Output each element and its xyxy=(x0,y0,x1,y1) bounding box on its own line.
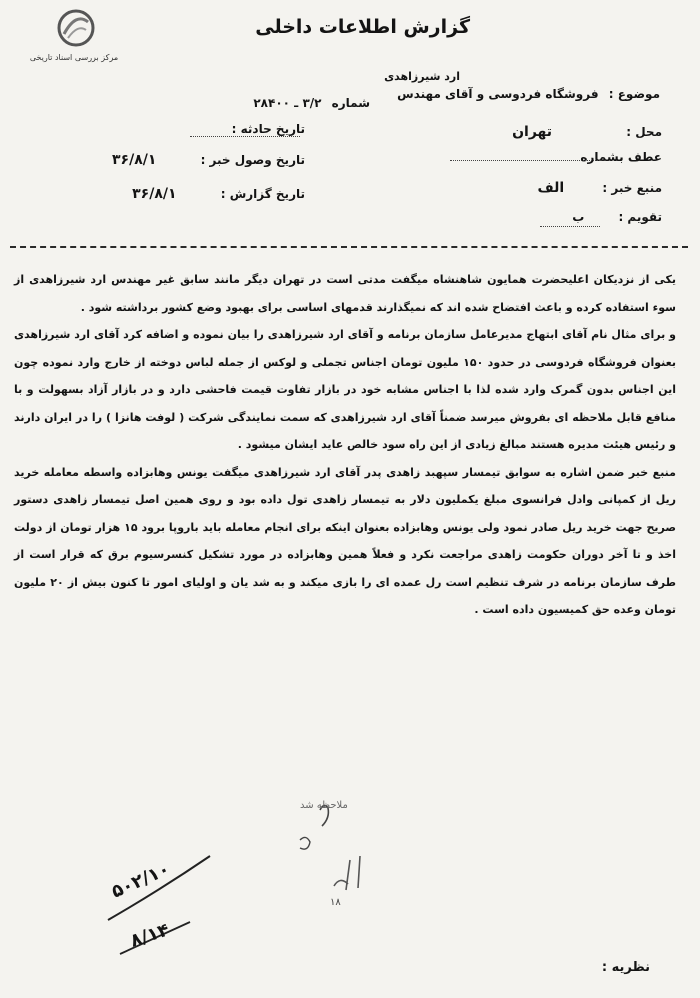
receipt-date-label: تاریخ وصول خبر : xyxy=(200,153,305,167)
report-body xyxy=(14,266,676,624)
report-title: گزارش اطلاعات داخلی xyxy=(255,16,470,38)
place-value: تهران xyxy=(512,124,553,140)
center-mark: ۱۸ xyxy=(330,897,341,908)
subject-row xyxy=(397,87,660,101)
assessment-label: تقویم : xyxy=(618,210,662,224)
archive-logo-icon xyxy=(54,8,98,48)
incident-date-blank xyxy=(190,136,300,137)
archive-logo-text: مرکز بررسی اسناد تاریخی xyxy=(29,53,119,62)
archive-logo xyxy=(14,8,134,70)
opinion-label: نظریه : xyxy=(601,960,650,975)
report-date-value: ۳۶/۸/۱ xyxy=(132,186,177,202)
source-row xyxy=(537,180,662,196)
body-paragraph-2: و برای مثال نام آقای ابتهاج مدیرعامل سازمان برنامه و آقای ارد شیرزاهدی را بیان نموده و اضافه کرد آقای ارد شیرزاهدی بعنوان فروشگاه فردوسی در حدود ۱۵۰ ملیون تومان اجناس تجملی و لوکس از جمله لباس دوخته از خارج وارد نموده چون این اجناس بدون گمرک وارد شده لذا با اجناس مشابه خود در بازار تفاوت قیمت فاحشی دارد و در بازار آزاد بسهولت و با منافع قابل ملاحظه ای بفروش میرسد ضمناً آقای ارد شیرزاهدی که سمت نمایندگی شرکت ( لوفت هانزا ) را در ایران دارند و رئیس هیئت مدیره هستند مبالغ زیادی از این راه سود خالص عاید ایشان میشود . xyxy=(14,328,676,451)
source-value: الف xyxy=(537,180,565,196)
assessment-blank xyxy=(540,226,600,227)
subject-extra: ارد شیرزاهدی xyxy=(384,70,460,83)
reference-row xyxy=(574,150,662,164)
subject-value: فروشگاه فردوسی و آقای مهندس xyxy=(397,87,599,101)
incident-date-row xyxy=(226,122,305,136)
assessment-row xyxy=(572,210,662,224)
report-date-row xyxy=(132,186,305,202)
center-scribble: ملاحظه شد xyxy=(300,800,348,811)
reference-blank xyxy=(450,160,600,161)
receipt-date-row xyxy=(112,152,305,168)
number-value: ۳/۲ ـ ۲۸۴۰۰ xyxy=(253,96,322,110)
header-separator xyxy=(10,246,688,248)
place-label: محل : xyxy=(626,125,662,139)
margin-date: ۸/۱۴ xyxy=(127,919,172,952)
source-label: منبع خبر : xyxy=(602,181,662,195)
receipt-date-value: ۳۶/۸/۱ xyxy=(111,152,157,168)
place-row xyxy=(512,124,662,140)
body-paragraph-1: یکی از نزدیکان اعلیحضرت همایون شاهنشاه میگفت مدتی است در تهران دیگر مانند سابق غیر مهندس ارد شیرزاهدی از سوء استفاده کرده و باعث افتضاح شده اند که نمیگذارند قدمهای اساسی برای بهبود وضع کشور برداشته شود . xyxy=(14,273,676,314)
incident-date-label: تاریخ حادثه : xyxy=(231,122,305,136)
report-date-label: تاریخ گزارش : xyxy=(220,187,305,201)
reference-label: عطف بشماره xyxy=(580,150,662,164)
subject-label: موضوع : xyxy=(608,87,660,101)
number-label: شماره xyxy=(331,96,370,110)
body-paragraph-3: منبع خبر ضمن اشاره به سوابق تیمسار سپهبد زاهدی پدر آقای ارد شیرزاهدی میگفت یونس وهابزاده واسطه معامله خرید ریل از کمپانی وادل فرانسوی مبلغ یکملیون دلار به تیمسار زاهدی تول داده بود و روی همین اصل تیمسار زاهدی دستور صریح جهت خرید ریل صادر نمود ولی یونس وهابزاده بعنوان اینکه برای انجام معامله باید باروپا برود ۱۵ هزار تومان از دولت اخذ و تا آخر دوران حکومت زاهدی مراجعت نکرد و فعلاً همین وهابزاده در مورد تشکیل کنسرسیوم برق که قرار است از طرف سازمان برنامه در شرف تنظیم است رل عمده ای را بازی میکند و به شد یان و اولیای امور تا کنون بیش از ۲۰ ملیون تومان وعده حق کمیسیون داده است . xyxy=(14,465,677,616)
assessment-value: ب xyxy=(572,210,585,224)
margin-note: ۵۰۲/۱۰ xyxy=(108,858,174,903)
number-row xyxy=(253,96,370,110)
